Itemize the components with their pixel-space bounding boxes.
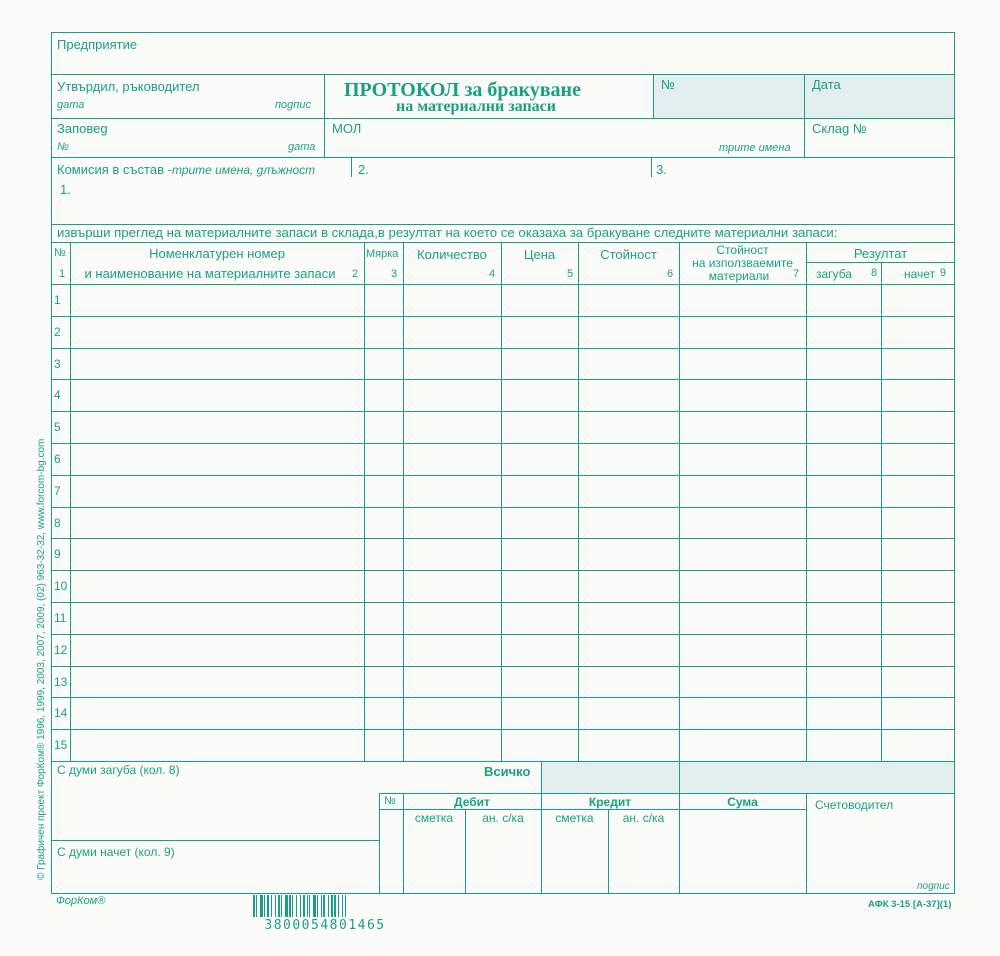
col-line [806,242,807,761]
member-1: 1. [60,182,71,197]
form-code-label: АФК 3-15 [А-37](1) [868,899,952,910]
col-quantity: Количество [417,247,487,262]
mol-label: МОЛ [332,121,362,136]
total-label: Всичко [484,764,531,779]
col-no: № [54,247,66,259]
col-line [403,242,404,761]
divider [51,840,379,841]
table-row-line [51,729,955,730]
col-no-num: 1 [59,268,66,280]
date-label: Дата [812,77,841,92]
divider [806,793,807,809]
credit-analytic-label: ан. с/ка [622,811,665,825]
col-usable-b: на използваемите [692,256,793,270]
mol-names-label: трите имена [719,142,791,154]
divider [651,157,652,177]
barcode [249,895,401,937]
row-number: 14 [54,706,68,721]
divider [679,809,806,810]
table-row-line [51,570,955,571]
table-row-line [51,761,955,762]
table-row-line [51,475,955,476]
accountant-label: Счетоводител [815,798,894,812]
approved-sign-label: поgпис [275,99,311,111]
col-quantity-num: 4 [489,268,496,280]
row-number: 15 [54,738,68,753]
row-number: 6 [54,451,61,466]
debit-account-label: сметка [414,811,454,825]
col-result: Резултат [853,246,908,261]
col-line [70,242,71,761]
row-number: 8 [54,515,61,530]
divider [379,793,955,794]
document-subtitle: на материални запаси [396,98,556,115]
table-row-line [51,666,955,667]
enterprise-label: Предприятие [57,37,138,52]
shortage-words-label: С думи начет (кол. 9) [57,845,175,859]
table-row-line [51,697,955,698]
statement-text: извърши преглед на материалните запаси в склада,в резултат на което се оказаха за бракуване следните материални запаси: [57,225,838,240]
divider [51,118,955,119]
row-number: 1 [54,292,61,307]
col-name-num: 2 [352,268,359,280]
col-line [578,242,579,761]
col-value-num: 6 [667,268,674,280]
divider [403,793,404,893]
divider [351,157,352,177]
divider [804,74,805,157]
footer-no-label: № [384,795,396,807]
loss-words-label: С думи загуба (кол. 8) [57,763,180,777]
sum-label: Сума [727,795,758,809]
table-row-line [51,316,955,317]
divider [51,74,955,75]
signature-label: поgпис [917,881,950,892]
header-bottom-line [51,284,955,285]
divider [806,262,955,263]
table-row-line [51,538,955,539]
credit-label: Кредит [588,795,632,809]
debit-label: Дебит [454,795,490,809]
col-usable-num: 7 [793,268,800,280]
table-row-line [51,379,955,380]
divider [324,74,325,157]
member-2: 2. [358,162,369,177]
brand-label: ФорКом® [56,895,106,907]
col-price: Цена [523,247,556,262]
order-date-label: gата [288,141,316,153]
table-row-line [51,348,955,349]
col-usable-c: материали [708,269,770,283]
approved-date-label: gата [57,99,85,111]
col-shortage-num: 9 [940,267,947,279]
warehouse-label: Склаg № [812,121,867,136]
table-row-line [51,634,955,635]
approved-label: Утвърдил, ръководител [57,79,200,94]
form-bottom-line [51,893,955,894]
col-value: Стойност [600,247,657,262]
debit-analytic-label: ан. с/ка [482,811,524,825]
divider [379,793,380,893]
table-row-line [51,411,955,412]
col-loss-num: 8 [871,267,878,279]
barcode-number: 3800054801465 [249,917,401,935]
col-name-a: Номенклатурен номер [149,246,285,261]
divider [51,242,955,243]
row-number: 10 [54,579,68,594]
divider [653,74,654,118]
commission-label [57,163,315,176]
table-row-line [51,443,955,444]
col-usable-a: Стойност [716,243,769,257]
order-label: Заповеg [57,121,108,136]
credit-account-label: сметка [555,811,594,825]
row-number: 11 [54,610,67,625]
row-number: 12 [54,642,68,657]
commission-text: Комисия в състав - [57,162,172,177]
col-measure-num: 3 [391,268,398,280]
commission-hint: трите имена, gлъжност [171,163,316,177]
col-name-b: и наименование на материалните запаси [84,266,336,281]
document-title: ПРОТОКОЛ за бракуване [344,79,581,101]
divider [379,809,679,810]
copyright-side-text: © Графичен проект ФорКом® 1996, 1999, 2003, 2007, 2009, (02) 963-32-32, www.forcom-bg.com [36,438,47,880]
col-line [364,242,365,761]
col-shortage: начет [904,267,936,281]
table-row-line [51,602,955,603]
row-number: 7 [54,483,61,498]
row-number: 5 [54,420,61,435]
divider [806,809,807,893]
row-number: 3 [54,356,61,371]
row-number: 13 [54,674,68,689]
divider [541,761,542,893]
row-number: 2 [54,324,61,339]
row-number: 4 [54,388,61,403]
divider [51,157,955,158]
row-number: 9 [54,547,61,562]
number-label: № [661,77,675,92]
table-row-line [51,507,955,508]
col-loss: загуба [816,267,852,281]
col-price-num: 5 [567,268,574,280]
col-line [881,262,882,761]
col-line [501,242,502,761]
col-measure: Мярка [366,248,399,260]
order-number-label: № [57,141,69,153]
member-3: 3. [656,162,667,177]
